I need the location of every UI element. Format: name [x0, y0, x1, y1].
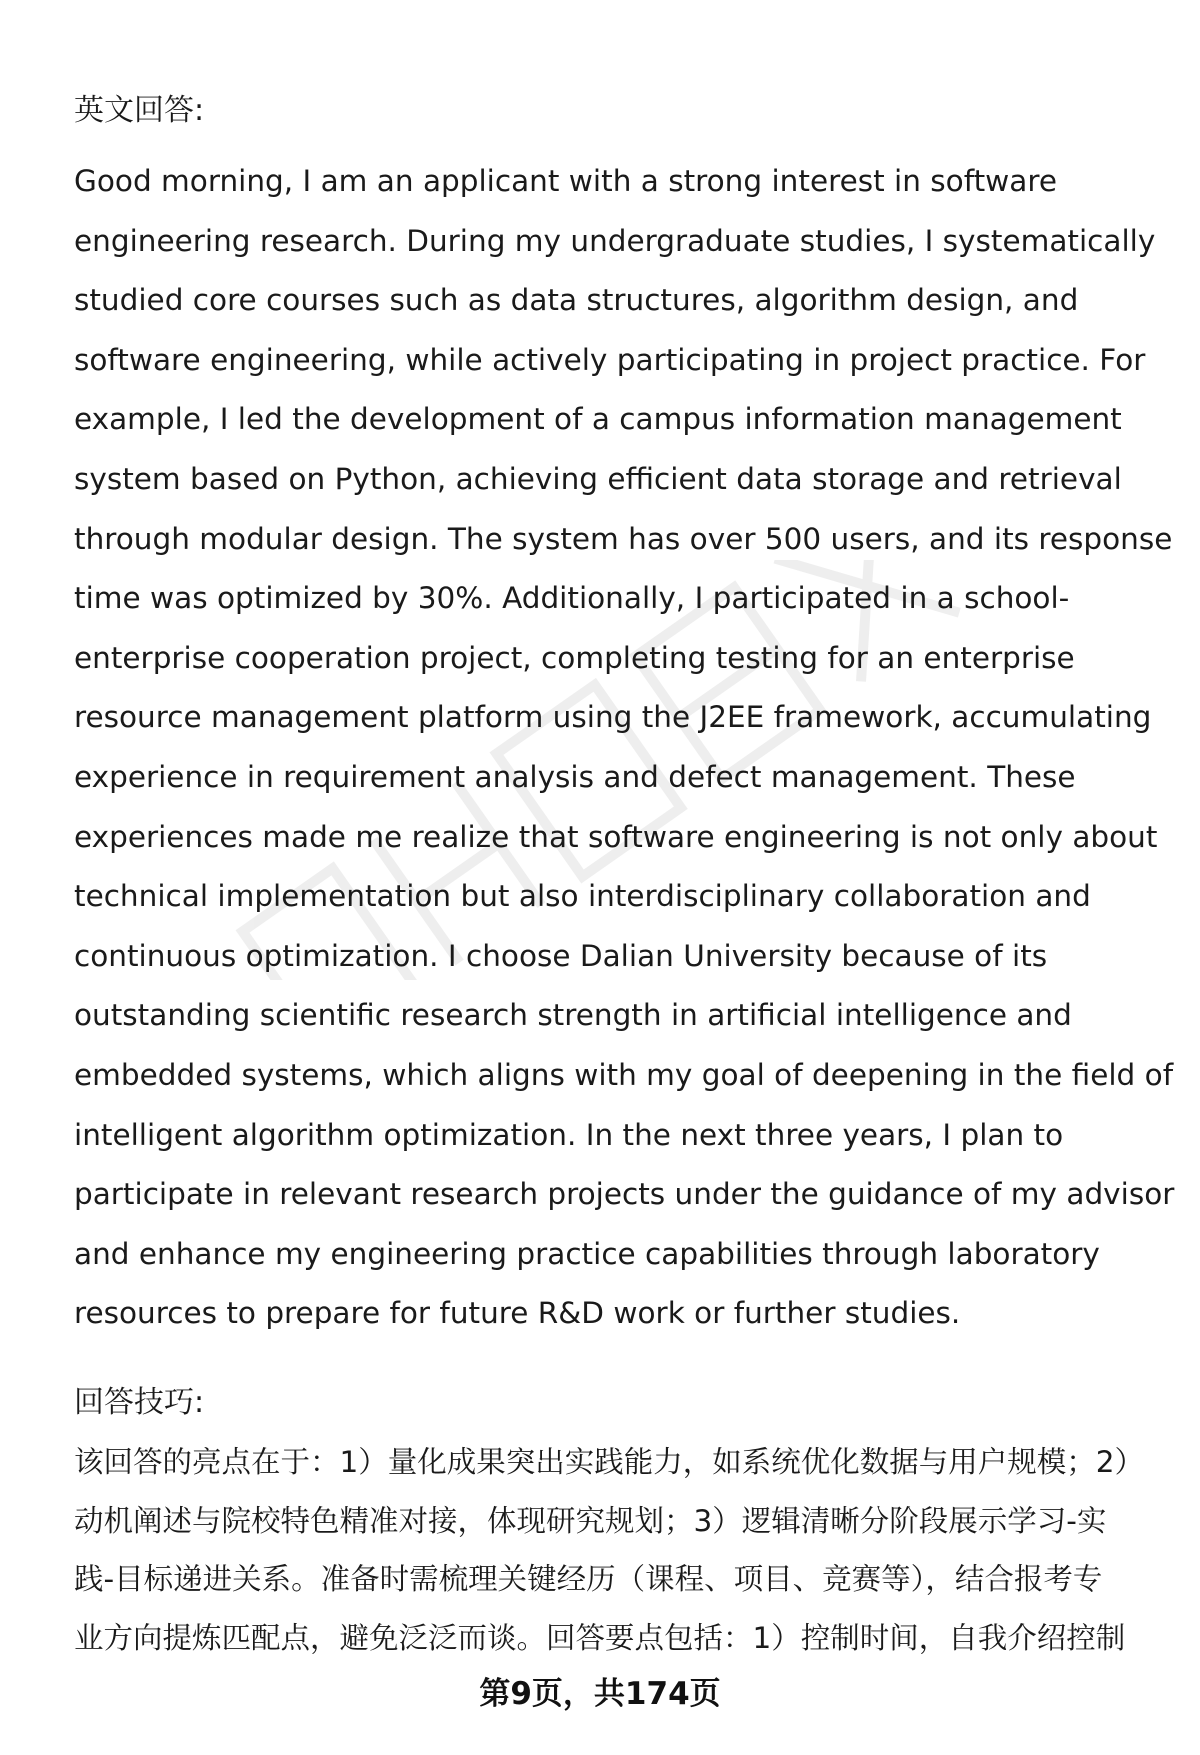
english-answer-line: time was optimized by 30%. Additionally, I participated in a school- [74, 581, 1070, 616]
english-answer-line: Good morning, I am an applicant with a strong interest in software [74, 164, 1057, 198]
english-answer-line: software engineering, while actively participating in project practice. For [74, 342, 1146, 377]
english-answer-body [74, 152, 1175, 1344]
english-answer-line: resource management platform using the J2EE framework, accumulating [74, 700, 1152, 735]
english-answer-label: 英文回答: [74, 93, 205, 128]
english-answer-line: outstanding scientific research strength in artificial intelligence and [74, 998, 1072, 1033]
page-number-footer: 第9页，共174页 [479, 1676, 721, 1712]
english-answer-line: engineering research. During my undergraduate studies, I systematically [74, 223, 1156, 258]
answer-tips-line: 该回答的亮点在于：1）量化成果突出实践能力，如系统优化数据与用户规模；2） [74, 1445, 1145, 1479]
english-answer-line: embedded systems, which aligns with my goal of deepening in the field of [74, 1057, 1174, 1092]
english-answer-line: through modular design. The system has over 500 users, and its response [74, 521, 1173, 556]
english-answer-line: and enhance my engineering practice capabilities through laboratory [74, 1236, 1100, 1271]
english-answer-line: resources to prepare for future R&D work or further studies. [74, 1296, 961, 1331]
english-answer-line: enterprise cooperation project, completing testing for an enterprise [74, 640, 1075, 675]
english-answer-line: experience in requirement analysis and defect management. These [74, 759, 1076, 794]
english-answer-line: studied core courses such as data structures, algorithm design, and [74, 283, 1079, 318]
english-answer-line: intelligent algorithm optimization. In the next three years, I plan to [74, 1117, 1064, 1152]
english-answer-line: continuous optimization. I choose Dalian University because of its [74, 938, 1048, 973]
answer-tips-line: 业方向提炼匹配点，避免泛泛而谈。回答要点包括：1）控制时间，自我介绍控制 [74, 1620, 1126, 1655]
answer-tips-line: 动机阐述与院校特色精准对接，体现研究规划；3）逻辑清晰分阶段展示学习-实 [74, 1503, 1107, 1538]
english-answer-line: system based on Python, achieving efficient data storage and retrieval [74, 461, 1122, 496]
english-answer-line: example, I led the development of a campus information management [74, 402, 1122, 437]
answer-tips-body [74, 1433, 1154, 1667]
english-answer-line: participate in relevant research projects under the guidance of my advisor [74, 1177, 1175, 1212]
english-answer-line: technical implementation but also interdisciplinary collaboration and [74, 879, 1091, 914]
answer-tips-line: 践-目标递进关系。准备时需梳理关键经历（课程、项目、竞赛等），结合报考专 [74, 1562, 1103, 1596]
answer-tips-label: 回答技巧: [74, 1385, 205, 1420]
english-answer-line: experiences made me realize that software engineering is not only about [74, 819, 1158, 854]
